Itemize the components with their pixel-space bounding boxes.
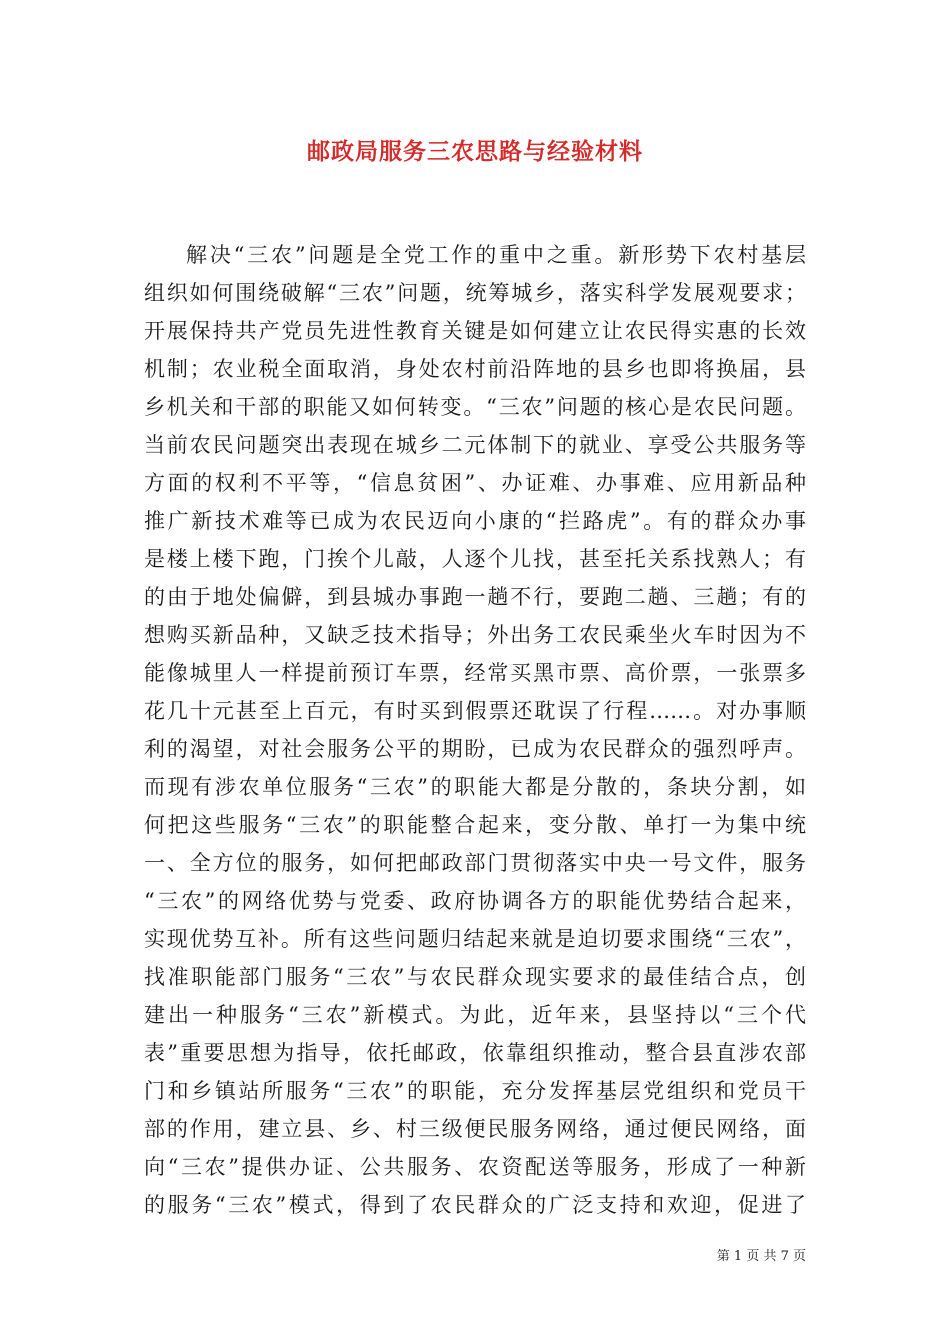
body-line: 解决“三农”问题是全党工作的重中之重。新形势下农村基层 bbox=[186, 243, 806, 267]
body-line: 部的作用，建立县、乡、村三级便民服务网络，通过便民网络，面 bbox=[144, 1117, 806, 1141]
body-line: “三农”的网络优势与党委、政府协调各方的职能优势结合起来， bbox=[144, 889, 806, 913]
body-line: 推广新技术难等已成为农民迈向小康的“拦路虎”。有的群众办事 bbox=[144, 509, 806, 533]
body-line: 方面的权利不平等，“信息贫困”、办证难、办事难、应用新品种 bbox=[144, 471, 806, 495]
body-line: 的由于地处偏僻，到县城办事跑一趟不行，要跑二趟、三趟；有的 bbox=[144, 585, 806, 609]
body-line: 能像城里人一样提前预订车票，经常买黑市票、高价票，一张票多 bbox=[144, 661, 806, 685]
body-line: 而现有涉农单位服务“三农”的职能大都是分散的，条块分割，如 bbox=[144, 775, 806, 799]
body-line: 组织如何围绕破解“三农”问题，统筹城乡，落实科学发展观要求； bbox=[144, 281, 806, 305]
body-line: 门和乡镇站所服务“三农”的职能，充分发挥基层党组织和党员干 bbox=[144, 1079, 806, 1103]
body-line: 实现优势互补。所有这些问题归结起来就是迫切要求围绕“三农”， bbox=[144, 927, 806, 951]
body-line: 一、全方位的服务，如何把邮政部门贯彻落实中央一号文件，服务 bbox=[144, 851, 806, 875]
body-line: 向“三农”提供办证、公共服务、农资配送等服务，形成了一种新 bbox=[144, 1155, 806, 1179]
body-line: 找准职能部门服务“三农”与农民群众现实要求的最佳结合点，创 bbox=[144, 965, 806, 989]
document-title: 邮政局服务三农思路与经验材料 bbox=[307, 138, 643, 165]
body-line: 是楼上楼下跑，门挨个儿敲，人逐个儿找，甚至托关系找熟人；有 bbox=[144, 547, 806, 571]
body-line: 的服务“三农”模式，得到了农民群众的广泛支持和欢迎，促进了 bbox=[144, 1193, 806, 1217]
body-line: 表”重要思想为指导，依托邮政，依靠组织推动，整合县直涉农部 bbox=[144, 1041, 806, 1065]
body-line: 当前农民问题突出表现在城乡二元体制下的就业、享受公共服务等 bbox=[144, 433, 806, 457]
document-body bbox=[144, 236, 806, 1224]
body-line: 何把这些服务“三农”的职能整合起来，变分散、单打一为集中统 bbox=[144, 813, 806, 837]
body-line: 建出一种服务“三农”新模式。为此，近年来，县坚持以“三个代 bbox=[144, 1003, 806, 1027]
body-line: 想购买新品种，又缺乏技术指导；外出务工农民乘坐火车时因为不 bbox=[144, 623, 806, 647]
body-line: 花几十元甚至上百元，有时买到假票还耽误了行程……。对办事顺 bbox=[144, 699, 806, 723]
body-line: 利的渴望，对社会服务公平的期盼，已成为农民群众的强烈呼声。 bbox=[144, 737, 806, 761]
body-line: 乡机关和干部的职能又如何转变。“三农”问题的核心是农民问题。 bbox=[144, 395, 806, 419]
body-line: 机制；农业税全面取消，身处农村前沿阵地的县乡也即将换届，县 bbox=[144, 357, 806, 381]
page-number: 第 1 页 共 7 页 bbox=[716, 1249, 806, 1264]
body-line: 开展保持共产党员先进性教育关键是如何建立让农民得实惠的长效 bbox=[144, 319, 806, 343]
